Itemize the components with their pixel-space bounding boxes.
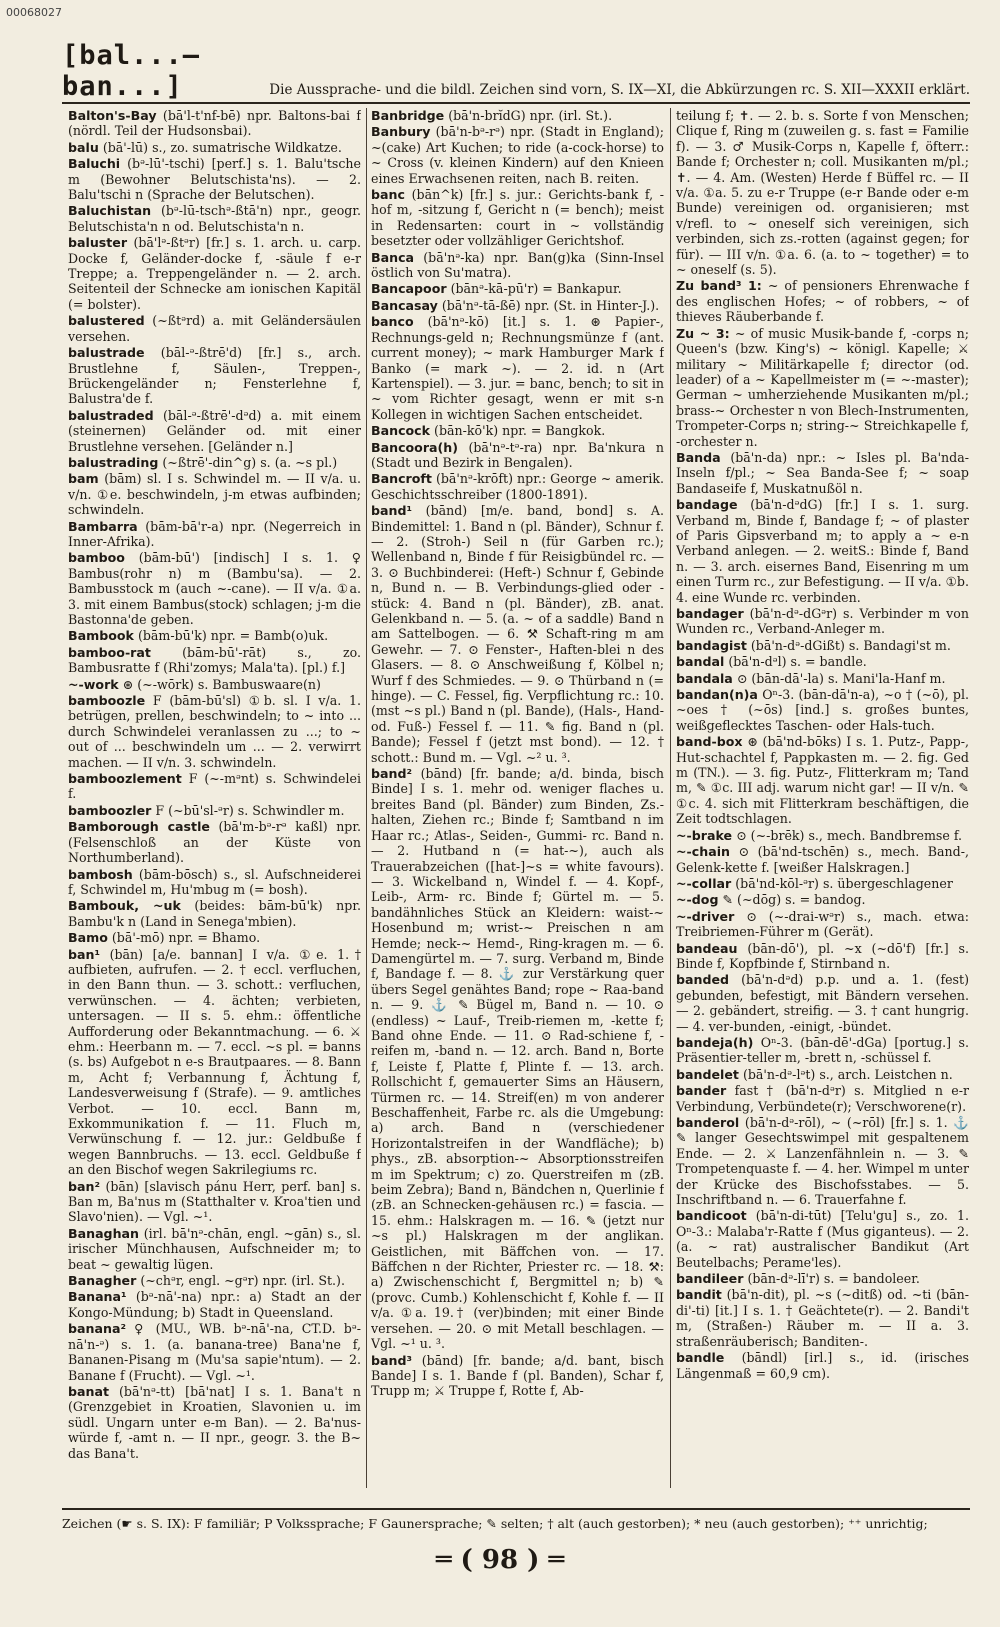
- entry-definition: (bā'n-dᵊ-lᵊt) s., arch. Leistchen n.: [742, 1066, 953, 1082]
- entry-headword: Zu ~ 3:: [676, 325, 730, 341]
- entry-headword: ~-dog: [676, 892, 719, 908]
- entry-headword: Banbridge: [371, 108, 445, 123]
- entry-headword: bandle: [676, 1350, 725, 1366]
- dictionary-entry: [676, 876, 969, 891]
- dictionary-entry: [676, 1083, 969, 1114]
- dictionary-column-1: [68, 108, 361, 1488]
- entry-headword: bandal: [676, 654, 725, 670]
- entry-definition: (bā'-lū) s., zo. sumatrische Wildkatze.: [102, 139, 342, 155]
- entry-definition: (bā'n-dit), pl. ~s (~ditß) od. ~ti (bān-di'-ti) [it.] I s. 1. † Geächtete(r). — 2. Bandi't m, (Straßen-) Räuber m. — II a. 3. straßenräuberisch; Banditen-.: [676, 1287, 969, 1349]
- entry-headword: band¹: [371, 503, 413, 519]
- dictionary-entry: [371, 766, 664, 1351]
- entry-headword: bambosh: [68, 866, 133, 882]
- entry-definition: (bā'nᵊ-tt) [bā'nat] I s. 1. Bana't n (Grenzgebiet in Kroatien, Slavonien u. im südl. Ungarn unter e-m Ban). — 2. Ba'nus-würde f, -amt n. — II npr., geogr. 3. the B~ das Bana't.: [68, 1383, 361, 1461]
- entry-definition: (bā'nᵊ-kō) [it.] s. 1. ⊛ Papier-, Rechnungs-geld n; Rechnungsmünze f (ant. current money); ~ mark Hamburger Mark f Banko (= mark ~). — 2. id. n (Art Kartenspiel). — 3. jur. = banc, bench; to sit in ~ vom Richter gesagt, wenn er mit s-n Kollegen in wichtigen Sachen entscheidet.: [371, 314, 664, 422]
- entry-headword: bandan(n)a: [676, 687, 758, 703]
- entry-definition: F (~-mᵊnt) s. Schwindelei f.: [68, 771, 361, 802]
- entry-definition: (bāl-ᵊ-ßtrē'-dᵊd) a. mit einem (steinernen) Geländer od. mit einer Brustlehne versehen. [Geländer n.]: [68, 407, 361, 454]
- entry-headword: Banagher: [68, 1273, 137, 1289]
- dictionary-entry: [68, 693, 361, 770]
- entry-definition: (~ßtᵊrd) a. mit Geländersäulen versehen.: [68, 313, 361, 344]
- dictionary-entry: [68, 345, 361, 407]
- entry-definition: (bān-kō'k) npr. = Bangkok.: [434, 423, 606, 439]
- entry-definition: (bā'nᵊ-ka) npr. Ban(g)ka (Sinn-Insel östlich von Su'matra).: [371, 249, 664, 281]
- entry-headword: bam: [68, 471, 99, 487]
- entry-headword: band²: [371, 766, 413, 782]
- entry-headword: Bambouk, ~uk: [68, 898, 181, 914]
- dictionary-entry: [68, 771, 361, 802]
- dictionary-entry: [68, 235, 361, 312]
- entry-definition: (bān^k) [fr.] s. jur.: Gerichts-bank f, -hof m, -sitzung f, Gericht n (= bench); meist in Redensarten: court in ~ vollständig besetzter oder vollzähliger Gerichtshof.: [371, 187, 664, 249]
- dictionary-entry: [371, 423, 664, 438]
- dictionary-entry: [68, 645, 361, 676]
- dictionary-entry: [68, 313, 361, 344]
- entry-definition: (bᵊ-lū'-tschi) [perf.] s. 1. Balu'tsche m (Bewohner Belutschista'ns). — 2. Balu'tschi n (Sprache der Belutschen).: [68, 156, 361, 203]
- entry-definition: (bāndl) [irl.] s., id. (irisches Längenmaß = 60,9 cm).: [676, 1350, 969, 1381]
- dictionary-entry: [68, 550, 361, 627]
- dictionary-entry: [676, 497, 969, 605]
- entry-headword: balustraded: [68, 407, 154, 423]
- entry-headword: ~-collar: [676, 875, 732, 891]
- entry-definition: Oⁿ-3. (bān-dē'-dGa) [portug.] s. Präsentier-teller m, -brett n, -schüssel f.: [676, 1034, 969, 1066]
- dictionary-entry: [68, 819, 361, 865]
- entry-definition: (bā'nᵊ-tᵊ-ra) npr. Ba'nkura n (Stadt und Bezirk in Bengalen).: [371, 439, 664, 470]
- entry-headword: Bancoora(h): [371, 439, 459, 455]
- page-range: [bal...—ban...]: [62, 40, 201, 102]
- entry-definition: ⊙ (~-drai-wᵊr) s., mach. etwa: Treibriemen-Führer m (Gerät).: [676, 908, 969, 940]
- page-number-ornament-left: ═ (: [435, 1545, 482, 1575]
- entry-definition: (bān) [a/e. bannan] I v/a. ①e. 1.† aufbieten, aufrufen. — 2. † eccl. verfluchen, in den Bann thun. — 3. schott.: verfluchen, verwünschen. — 4. ächten; verbieten, untersagen. — II s. 5. ehm.: öffentliche Aufforderung oder Bekanntmachung. — 6. ⚔ ehm.: Heerbann m. — 7. eccl. ~s pl. = banns (s. bs) Aufgebot n e-s Brautpaares. — 8. Bann m, Acht f; Verbannung f, Ächtung f, Landesverweisung f (Strafe). — 9. amtliches Verbot. — 10. eccl. Bann m, Exkommunikation f. — 11. Fluch m, Verwünschung f. — 12. jur.: Geldbuße f wegen Bannbruchs. — 13. eccl. Geldbuße f an den Bischof wegen Sakrilegiums rc.: [68, 946, 361, 1178]
- entry-headword: ~-work: [68, 676, 119, 692]
- dictionary-entry: [68, 677, 361, 692]
- entry-definition: Oⁿ-3. (bān-dā'n-a), ~o † (~ō), pl. ~oes † (~ōs) [ind.] s. großes buntes, weißgeflecktes Taschen- oder Hals-tuch.: [676, 687, 969, 733]
- dictionary-entry: [371, 503, 664, 765]
- dictionary-entry: [676, 278, 969, 324]
- entry-headword: bamboozler: [68, 802, 152, 818]
- entry-headword: ~-chain: [676, 844, 730, 860]
- entry-headword: baluster: [68, 235, 128, 251]
- entry-headword: bandeja(h): [676, 1034, 754, 1050]
- entry-definition: (bām-bā'r-a) npr. (Negerreich in Inner-Afrika).: [68, 518, 361, 549]
- dictionary-entry: [676, 326, 969, 449]
- entry-definition: (bām-bōsch) s., sl. Aufschneiderei f, Schwindel m, Hu'mbug m (= bosh).: [68, 866, 361, 897]
- page-number-value: 98: [481, 1545, 519, 1575]
- entry-headword: bamboozle: [68, 693, 146, 709]
- dictionary-column-3: [676, 108, 969, 1488]
- entry-definition: (bā'n-dᵊ-dGᵊr) s. Verbinder m von Wunden rc., Verband-Anleger m.: [676, 606, 969, 637]
- entry-headword: Bancock: [371, 423, 431, 439]
- entry-headword: banat: [68, 1383, 109, 1399]
- dictionary-entry: [676, 108, 969, 277]
- dictionary-entry: [676, 1035, 969, 1066]
- entry-headword: Banca: [371, 249, 415, 265]
- entry-definition: (bā'n-bᵊ-rᵊ) npr. (Stadt in England); ~(cake) Art Kuchen; to ride (a-cock-horse) to ~ Cross (v. kleinen Kindern) auf den Knieen eines Erwachsenen reiten, nach B. reiten.: [371, 124, 664, 186]
- scan-id: 00068027: [6, 6, 62, 19]
- dictionary-entry: [68, 519, 361, 550]
- dictionary-entry: [371, 250, 664, 281]
- entry-headword: balu: [68, 139, 99, 155]
- dictionary-entry: [676, 828, 969, 843]
- entry-headword: bandala: [676, 670, 733, 686]
- entry-definition: ~ of pensioners Ehrenwache f des englischen Hofes; ~ of robbers, ~ of thieves Räuberbande f.: [676, 278, 969, 325]
- dictionary-entry: [68, 108, 361, 139]
- entry-definition: (bām-bū'k) npr. = Bamb(o)uk.: [137, 628, 329, 644]
- entry-headword: bandager: [676, 606, 744, 621]
- dictionary-entry: [676, 450, 969, 496]
- dictionary-entry: [371, 281, 664, 296]
- dictionary-entry: [68, 1289, 361, 1320]
- dictionary-entry: [676, 734, 969, 826]
- entry-definition: (bā'n-dᵊ-dGißt) s. Bandagi'st m.: [750, 637, 951, 653]
- entry-definition: F (bām-bū'sl) ①b. sl. I v/a. 1. betrügen, prellen, beschwindeln; to ~ into ... durch Schwindelei veranlassen zu ...; to ~ out of ... beschwindeln um ... — 2. verwirrt machen. — II v/n. 3. schwindeln.: [68, 693, 361, 770]
- dictionary-entry: [68, 140, 361, 155]
- dictionary-entry: [676, 909, 969, 940]
- entry-headword: banco: [371, 314, 414, 330]
- dictionary-entry: [676, 1067, 969, 1082]
- entry-headword: bamboo: [68, 550, 125, 566]
- dictionary-entry: [371, 471, 664, 502]
- entry-headword: ~-driver: [676, 908, 735, 924]
- entry-definition: (bānᵊ-kā-pū'r) = Bankapur.: [450, 281, 622, 297]
- entry-definition: (bānd) [fr. bande; a/d. bant, bisch Bande] I s. 1. Bande f (pl. Banden), Schar f, Trupp m; ⚔ Truppe f, Rotte f, Ab-: [371, 1352, 664, 1399]
- dictionary-entry: [371, 187, 664, 249]
- entry-headword: Bamo: [68, 930, 108, 946]
- entry-definition: fast † (bā'n-dᵊr) s. Mitglied n e-r Verbindung, Verbündete(r); Verschworene(r).: [676, 1083, 969, 1114]
- entry-headword: Zu band³ 1:: [676, 278, 762, 294]
- entry-definition: (bā'n-dᵊdG) [fr.] I s. 1. surg. Verband m, Binde f, Bandage f; ~ of plaster of Paris Gipsverband m; to apply a ~ e-n Verband anlegen. — 2. weitS.: Binde f, Band n. — 3. arch. eisernes Band, Eisenring m um einen Turm rc., zur Befestigung. — II v/a. ①b. 4. eine Wunde rc. verbinden.: [676, 497, 969, 605]
- dictionary-entry: [676, 687, 969, 733]
- dictionary-entry: [68, 1384, 361, 1461]
- entry-headword: Balton's-Bay: [68, 108, 157, 123]
- entry-definition: (bā'n-da) npr.: ~ Isles pl. Ba'nda-Inseln f/pl.; ~ Sea Banda-See f; ~ soap Bandaseife f, Muskatnußöl n.: [676, 449, 969, 496]
- entry-headword: banc: [371, 187, 405, 203]
- column-divider: [366, 108, 367, 1488]
- entry-headword: Bancroft: [371, 471, 432, 487]
- entry-headword: Banbury: [371, 124, 431, 140]
- entry-definition: (bᵊ-nā'-na) npr.: a) Stadt an der Kongo-Mündung; b) Stadt in Queensland.: [68, 1289, 361, 1320]
- entry-definition: (~chᵊr, engl. ~gᵊr) npr. (irl. St.).: [140, 1273, 345, 1289]
- dictionary-entry: [68, 898, 361, 929]
- entry-headword: Bancasay: [371, 297, 438, 313]
- entry-headword: balustered: [68, 313, 145, 329]
- entry-definition: (bām) sl. I s. Schwindel m. — II v/a. u. v/n. ①e. beschwindeln, j-m etwas aufbinden; schwindeln.: [68, 471, 361, 518]
- header-note: Die Aussprache- und die bildl. Zeichen sind vorn, S. IX—XI, die Abkürzungen rc. S. XII—XXXII erklärt.: [269, 82, 970, 98]
- entry-definition: ⊙ (~-brēk) s., mech. Bandbremse f.: [736, 827, 963, 843]
- entry-headword: balustrading: [68, 454, 159, 470]
- dictionary-entry: [676, 972, 969, 1034]
- entry-headword: bamboo-rat: [68, 644, 151, 660]
- entry-definition: (bā'nᵊ-krōft) npr.: George ~ amerik. Geschichtsschreiber (1800-1891).: [371, 471, 664, 502]
- dictionary-entry: [68, 867, 361, 898]
- dictionary-entry: [676, 671, 969, 686]
- entry-headword: bandicoot: [676, 1208, 747, 1224]
- entry-headword: bamboozlement: [68, 771, 182, 787]
- dictionary-entry: [676, 1208, 969, 1270]
- dictionary-entry: [371, 1353, 664, 1399]
- dictionary-entry: [68, 1321, 361, 1383]
- entry-definition: (bāl-ᵊ-ßtrē'd) [fr.] s., arch. Brustlehne f, Säulen-, Treppen-, Brückengeländer n; Fensterlehne f, Balustra'de f.: [68, 345, 361, 407]
- entry-definition: (bā'n-di-tūt) [Telu'gu] s., zo. 1. Oⁿ-3.: Malaba'r-Ratte f (Mus giganteus). — 2. (a. ~ rat) australischer Bandikut (Art Beutelbachs; Perame'les).: [676, 1208, 969, 1270]
- entry-definition: (bā'n-dᵊd) p.p. und a. 1. (fest) gebunden, befestigt, mit Bändern versehen. — 2. gebändert, streifig. — 3. † cant hungrig. — 4. ver-bunden, -einigt, -bündet.: [676, 972, 969, 1034]
- dictionary-entry: [676, 1271, 969, 1286]
- entry-headword: Banaghan: [68, 1225, 140, 1241]
- entry-headword: bandage: [676, 497, 738, 513]
- dictionary-entry: [676, 1287, 969, 1349]
- dictionary-entry: [371, 124, 664, 186]
- entry-headword: Bancapoor: [371, 281, 447, 297]
- entry-headword: band-box: [676, 734, 743, 750]
- entry-definition: (bā'-mō) npr. = Bhamo.: [111, 930, 261, 946]
- entry-definition: F (~bū'sl-ᵊr) s. Schwindler m.: [155, 802, 345, 818]
- dictionary-entry: [371, 314, 664, 422]
- entry-definition: teilung f; ✝. — 2. b. s. Sorte f von Menschen; Clique f, Ring m (zuweilen g. s. fast = Familie f). — 3. ♂ Musik-Corps n, Kapelle f, öfterr.: Bande f; Orchester n; coll. Musikanten m/pl.; ✝. — 4. Am. (Westen) Herde f Büffel rc. — II v/a. ①a. 5. zu e-r Truppe (e-r Bande oder e-m Bunde) vereinigen od. organisieren; mst v/refl. to ~ oneself sich vereinigen, sich verbinden, sich zs.-rotten (against gegen; for für). — III v/n. ①a. 6. (a. to ~ together) = to ~ oneself (s. 5).: [676, 108, 969, 278]
- entry-definition: ♀ (MU., WB. bᵊ-nā'-na, CT.D. bᵊ-nā'n-ᵊ) s. 1. (a. banana-tree) Bana'ne f, Bananen-Pisang m (Mu'sa sapie'ntum). — 2. Banane f (Frucht). — Vgl. ~¹.: [68, 1321, 361, 1383]
- entry-definition: (beides: bām-bū'k) npr. Bambu'k n (Land in Senega'mbien).: [68, 898, 361, 929]
- dictionary-entry: [371, 298, 664, 313]
- entry-headword: Bambarra: [68, 518, 138, 534]
- page-header: [62, 40, 970, 104]
- entry-definition: (bā'n-dᵊ-rōl), ~ (~rōl) [fr.] s. 1. ⚓ ✎ langer Gesechtswimpel mit gespaltenem Ende. — 2. ⚔ Lanzenfähnlein n. — 3. ✎ Trompetenquaste f. — 4. her. Wimpel m unter der Krücke des Bischofsstabes. — 5. Inschriftband n. — 6. Trauerfahne f.: [676, 1115, 969, 1208]
- dictionary-entry: [68, 203, 361, 234]
- entry-headword: banded: [676, 972, 730, 988]
- entry-definition: (bām-bū') [indisch] I s. 1. ♀ Bambus(rohr n) m (Bambu'sa). — 2. Bambusstock m (auch ~-cane). — II v/a. ①a. 3. mit einem Bambus(stock) schlagen; j-m die Bastonna'de geben.: [68, 550, 361, 627]
- entry-definition: (bā'n-brĭdG) npr. (irl. St.).: [448, 108, 613, 123]
- entry-definition: (bā'nd-kōl-ᵊr) s. übergeschlagener: [735, 875, 953, 891]
- dictionary-entry: [676, 844, 969, 875]
- entry-definition: ⊛ (bā'nd-bōks) I s. 1. Putz-, Papp-, Hut-schachtel f, Pappkasten m. — 2. fig. Ged m (TN.). — 3. fig. Putz-, Flitterkram m; Tand m, ✎ ①c. III adj. warum nicht gar! — II v/n. ✎ ①c. 4. sich mit Flitterkram beschäftigen, die Zeit todtschlagen.: [676, 734, 969, 827]
- dictionary-entry: [676, 1350, 969, 1381]
- dictionary-column-2: [371, 108, 664, 1488]
- entry-headword: ban²: [68, 1178, 100, 1194]
- entry-definition: (bān-dᵊ-lī'r) s. = bandoleer.: [747, 1271, 920, 1287]
- entry-definition: ⊛ (~-wōrk) s. Bambuswaare(n): [122, 676, 321, 692]
- entry-definition: (~ßtrē'-din^g) s. (a. ~s pl.): [162, 454, 338, 470]
- dictionary-entry: [676, 606, 969, 637]
- dictionary-entry: [68, 408, 361, 454]
- entry-headword: Bamborough castle: [68, 819, 210, 835]
- entry-definition: (bān-dō'), pl. ~x (~dō'f) [fr.] s. Binde f, Kopfbinde f, Stirnband n.: [676, 940, 969, 971]
- dictionary-entry: [371, 108, 664, 123]
- entry-headword: bandagist: [676, 637, 747, 653]
- entry-definition: (bā'm-bᵊ-rᵊ kaßl) npr. (Felsenschloß an der Küste von Northumberland).: [68, 819, 361, 866]
- entry-definition: (bānd) [m/e. band, bond] s. A. Bindemittel: 1. Band n (pl. Bänder), Schnur f. — 2. (Stroh-) Seil n (für Garben rc.); Wellenband n, Binde f für Reisigbündel rc. — 3. ⊙ Buchbinderei: (Heft-) Schnur f, Gebinde n, Bund n. — B. Verbindungs-glied oder -stück: 4. Band n (pl. Bänder), zB. anat. Gelenkband n. — 5. (a. ~ of a saddle) Band n am Sattelbogen. — 6. ⚒ Schaft-ring m am Gewehr. — 7. ⊙ Fenster-, Haften-blei n des Glasers. — 8. ⊙ Anschweißung f, Kölbel n; Wurf f des Schmiedes. — 9. ⊙ Thürband n (= hinge). — C. Fessel, fig. Verpflichtung rc.: 10. (mst ~s pl.) Band n (pl. Bande), (Hals-, Hand- od. Fuß-) Fessel f. — 11. ✎ fig. Band n (pl. Bande); Fessel f (jetzt mst bond). — 12. † schott.: Bund m. — Vgl. ~² u. ³.: [371, 503, 664, 765]
- dictionary-entry: [68, 803, 361, 818]
- entry-definition: ⊙ (bān-dā'-la) s. Mani'la-Hanf m.: [736, 670, 946, 686]
- entry-definition: (bā'n-dᵊl) s. = bandle.: [728, 654, 867, 670]
- dictionary-entry: [676, 892, 969, 907]
- entry-definition: ⊙ (bā'nd-tschēn) s., mech. Band-, Gelenk-kette f. [weißer Halskragen.]: [676, 844, 969, 875]
- column-divider: [670, 108, 671, 1488]
- dictionary-entry: [68, 1226, 361, 1272]
- entry-definition: (bᵊ-lū-tschᵊ-ßtā'n) npr., geogr. Belutschista'n n od. Belutschista'n n.: [68, 203, 361, 234]
- dictionary-entry: [676, 654, 969, 669]
- entry-definition: (irl. bā'nᵊ-chān, engl. ~gān) s., sl. irischer Münchhausen, Aufschneider m; to beat ~ gewaltig lügen.: [68, 1225, 361, 1272]
- entry-headword: Banana¹: [68, 1289, 127, 1305]
- dictionary-entry: [68, 1273, 361, 1288]
- entry-headword: bander: [676, 1083, 727, 1099]
- entry-headword: balustrade: [68, 345, 145, 361]
- dictionary-entry: [68, 156, 361, 202]
- page-number: [0, 1545, 1000, 1575]
- entry-headword: ~-brake: [676, 827, 733, 843]
- dictionary-entry: [68, 947, 361, 1178]
- dictionary-entry: [68, 455, 361, 470]
- entry-headword: Baluchi: [68, 156, 121, 172]
- entry-headword: banana²: [68, 1321, 126, 1337]
- entry-headword: bandit: [676, 1287, 722, 1303]
- dictionary-entry: [68, 471, 361, 517]
- entry-definition: (bā'l-t'nf-bē) npr. Baltons-bai f (nördl. Teil der Hudsonsbai).: [68, 108, 361, 139]
- legend-footer: Zeichen (☛ s. S. IX): F familiär; P Volkssprache; F Gaunersprache; ✎ selten; † alt (auch gestorben); * neu (auch gestorben); ⁺⁺ unrichtig;: [62, 1508, 970, 1531]
- dictionary-entry: [68, 930, 361, 945]
- dictionary-entry: [371, 440, 664, 471]
- entry-definition: ✎ (~dōg) s. = bandog.: [722, 892, 866, 908]
- entry-headword: Banda: [676, 449, 721, 465]
- entry-headword: Bambook: [68, 628, 134, 644]
- entry-definition: (bām-bū'-rāt) s., zo. Bambusratte f (Rhi'zomys; Mala'ta). [pl.) f.]: [68, 644, 361, 676]
- entry-headword: Baluchistan: [68, 203, 152, 219]
- dictionary-entry: [676, 638, 969, 653]
- entry-headword: banderol: [676, 1115, 740, 1130]
- page-number-ornament-right: ) ═: [518, 1545, 565, 1575]
- entry-headword: bandeau: [676, 940, 738, 956]
- dictionary-entry: [676, 1115, 969, 1207]
- entry-headword: bandileer: [676, 1271, 744, 1287]
- entry-definition: (bā'lᵊ-ßtᵊr) [fr.] s. 1. arch. u. carp. Docke f, Geländer-docke f, -säule f e-r Treppe; a. Treppengeländer n. — 2. arch. Seitenteil der Schnecke am ionischen Kapitäl (= bolster).: [68, 235, 361, 312]
- entry-headword: band³: [371, 1352, 413, 1368]
- dictionary-entry: [68, 628, 361, 643]
- dictionary-entry: [68, 1179, 361, 1225]
- entry-definition: ~ of music Musik-bande f, -corps n; Queen's (bzw. King's) ~ königl. Kapelle; ⚔ military ~ Militärkapelle f; director (od. leader) of a ~ Kapellmeister m (= ~-master); German ~ umherziehende Musikanten m/pl.; brass-~ Orchester n von Blech-Instrumenten, Trompeter-Corps n; string-~ Streichkapelle f, -orchester n.: [676, 325, 969, 449]
- entry-definition: (bān) [slavisch pánu Herr, perf. ban] s. Ban m, Ba'nus m (Statthalter v. Kroa'tien und Slavo'nien). — Vgl. ~¹.: [68, 1178, 361, 1225]
- dictionary-entry: [676, 941, 969, 972]
- entry-headword: ban¹: [68, 946, 100, 962]
- entry-definition: (bā'nᵊ-tā-ßē) npr. (St. in Hinter-J.).: [441, 297, 660, 313]
- entry-headword: bandelet: [676, 1066, 739, 1082]
- entry-definition: (bānd) [fr. bande; a/d. binda, bisch Binde] I s. 1. mehr od. weniger flaches u. breites Band (pl. Bänder) zum Binden, Zs.-halten, Ziehen rc.; Binde f; Samtband n im Haar rc.; Atlas-, Seiden-, Gummi- rc. Band n. — 2. Hutband n (= hat-~), auch als Trauerabzeichen ([hat-]~s = white favours). — 3. Wickelband n, Windel f. — 4. Kopf-, Leib-, Arm- rc. Binde f; Gürtel m. — 5. bandähnliches Stück an Kleidern: waist-~ Hosenbund m; wrist-~ Preischen n am Hemde; neck-~ Hemd-, Ring-kragen m. — 6. Damengürtel m. — 7. surg. Verband m, Binde f, Bandage f. — 8. ⚓ zur Verstärkung quer übers Segel genähtes Band; rope ~ Raa-band n. — 9. ⚓ ✎ Bügel m, Band n. — 10. ⊙ (endless) ~ Lauf-, Treib-riemen m, -kette f; Band ohne Ende. — 11. ⊙ Rad-schiene f, -reifen m, -band n. — 12. arch. Band n, Borte f, Leiste f, Platte f, Plinte f. — 13. arch. Rollschicht f, gemauerter Sims an Häusern, Türmen rc. — 14. Streif(en) m von anderer Beschaffenheit, Farbe rc. als die Umgebung: a) arch. Band n (verschiedener Horizontalstreifen in der Wandfläche); b) phys., zB. absorption-~ Absorptionsstreifen m im Spektrum; c) zo. Querstreifen m (zB. beim Zebra); Band n, Bändchen n, Querlinie f (zB. an Schnecken-gehäusen rc.) = fascia. — 15. ehm.: Halskragen m. — 16. ✎ (jetzt nur ~s pl.) Halskragen m der anglikan. Geistlichen, mit Bäffchen von. — 17. Bäffchen n der Richter, Priester rc. — 18. ⚒: a) Zwischenschicht f, Bergmittel n; b) ✎ (provc. Cumb.) Kohlenschicht f, Kohle f. — II v/a. ①a. 19.† (ver)binden; mit einer Binde versehen. — 20. ⊙ mit Metall beschlagen. — Vgl. ~¹ u. ³.: [371, 766, 664, 1352]
